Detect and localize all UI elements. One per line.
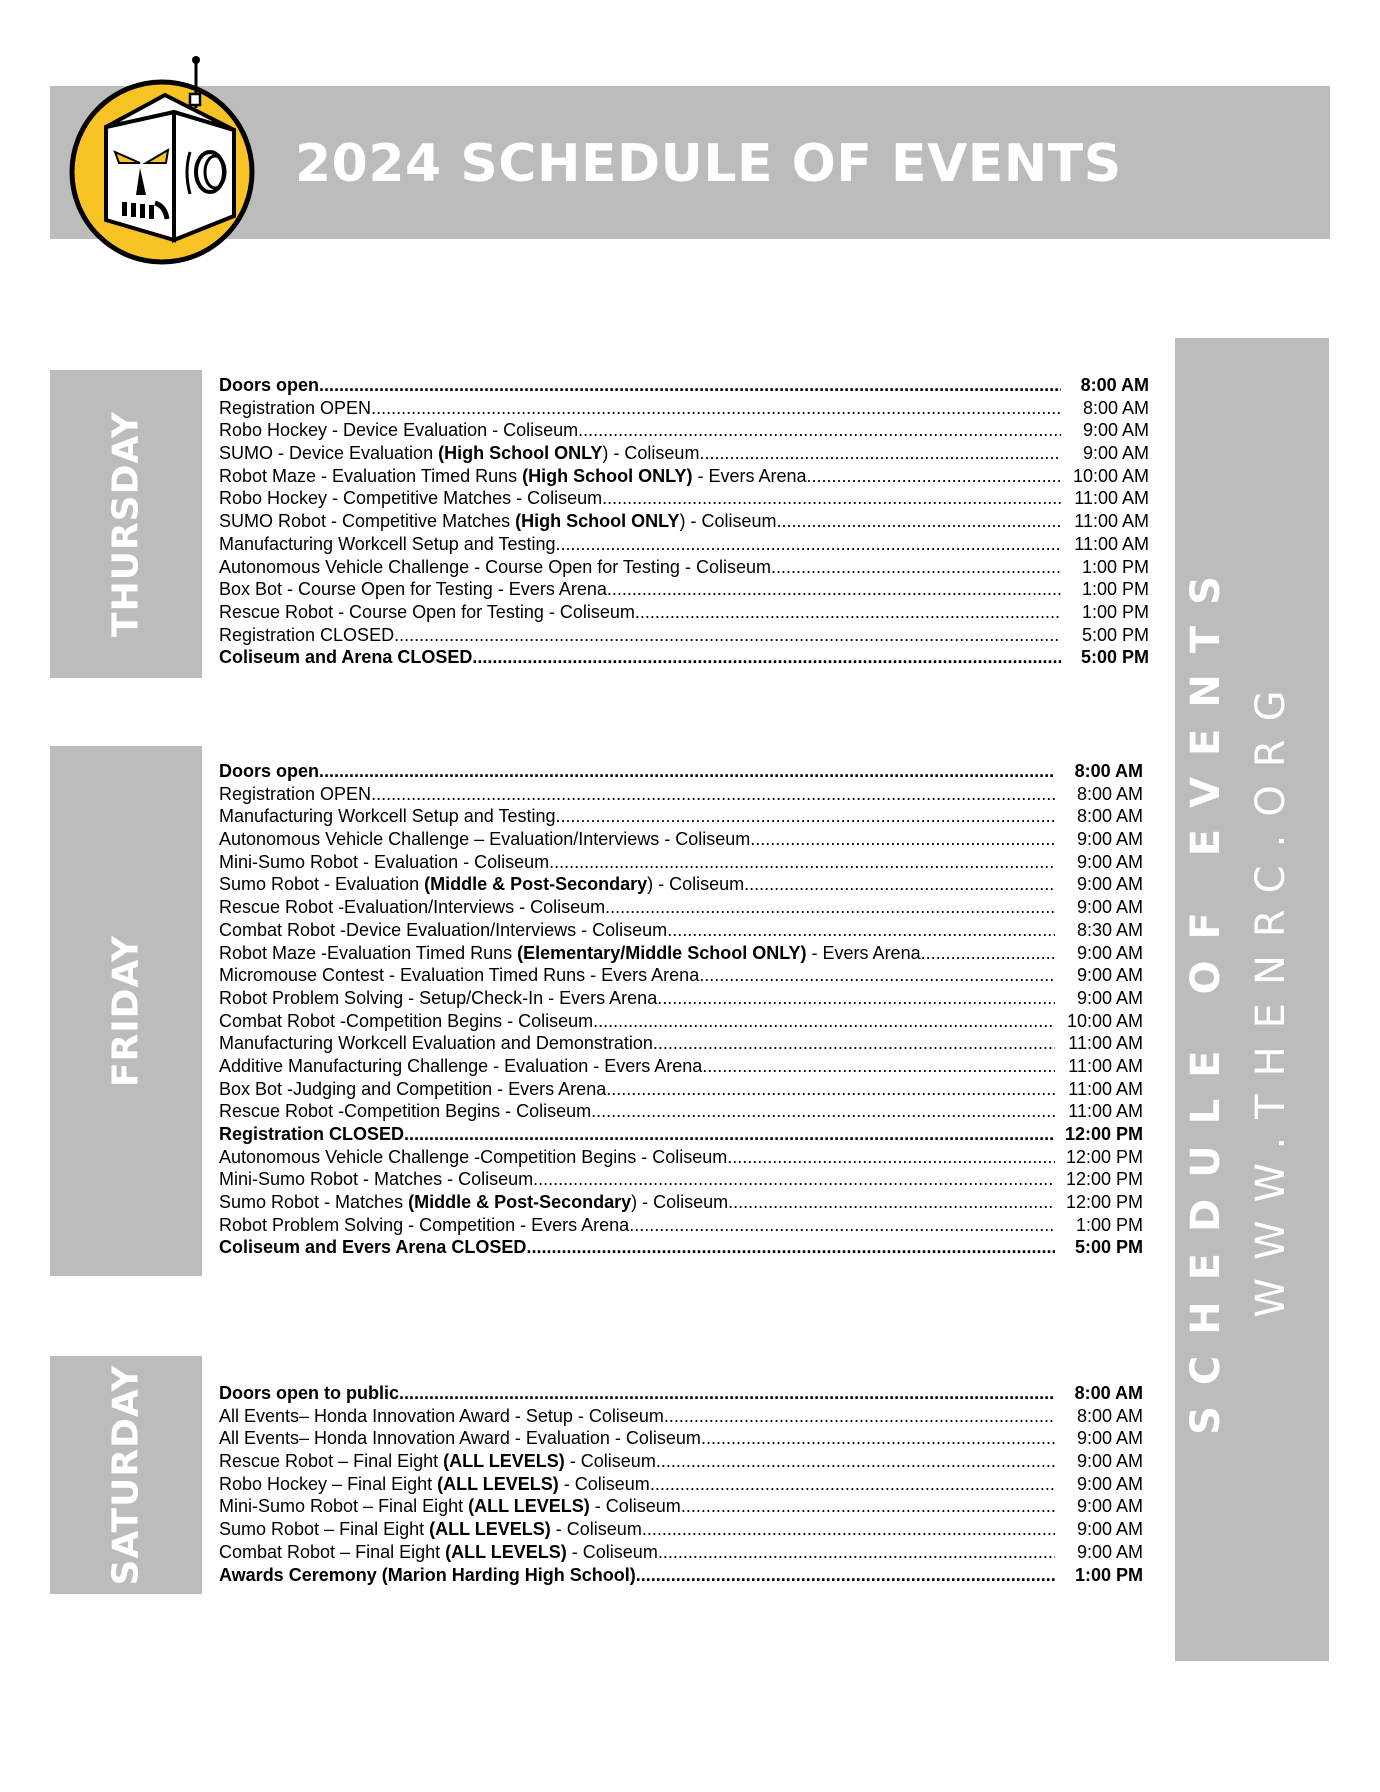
event-row — [219, 1473, 1143, 1496]
dot-leader — [635, 601, 1061, 624]
dot-leader — [650, 1473, 1055, 1496]
dot-leader — [593, 1010, 1055, 1033]
event-name: Registration CLOSED — [219, 1124, 405, 1144]
event-row — [219, 442, 1149, 465]
event-row — [219, 397, 1149, 420]
dot-leader — [602, 487, 1061, 510]
event-name: Registration CLOSED — [219, 624, 395, 645]
event-row — [219, 419, 1149, 442]
event-time: 1:00 PM — [1081, 601, 1149, 622]
event-row — [219, 624, 1149, 647]
dot-leader — [658, 1541, 1055, 1564]
event-row — [219, 646, 1149, 669]
dot-leader — [549, 851, 1055, 874]
event-row — [219, 1055, 1143, 1078]
event-row — [219, 1450, 1143, 1473]
event-time: 11:00 AM — [1068, 1033, 1143, 1054]
event-time: 9:00 AM — [1076, 1519, 1143, 1540]
event-row — [219, 942, 1143, 965]
day-label: THURSDAY — [105, 411, 147, 637]
event-row — [219, 578, 1149, 601]
event-name: Combat Robot -Device Evaluation/Interviews - Coliseum — [219, 919, 668, 940]
event-time: 9:00 AM — [1076, 897, 1143, 918]
event-time: 8:00 AM — [1076, 1405, 1143, 1426]
event-time: 10:00 AM — [1072, 465, 1149, 486]
event-name: Coliseum and Evers Arena CLOSED — [219, 1237, 527, 1258]
dot-leader — [472, 646, 1061, 669]
event-time: 9:00 AM — [1076, 965, 1143, 986]
event-name: SUMO Robot - Competitive Matches (High School ONLY) - Coliseum — [219, 511, 777, 532]
event-time: 9:00 AM — [1076, 1451, 1143, 1472]
event-row — [219, 601, 1149, 624]
event-name: Autonomous Vehicle Challenge – Evaluation/Interviews - Coliseum — [219, 829, 751, 850]
event-row — [219, 1518, 1143, 1541]
dot-leader — [701, 1427, 1055, 1450]
event-name: Rescue Robot – Final Eight (ALL LEVELS) - Coliseum — [219, 1451, 656, 1472]
day-tab-saturday — [50, 1356, 202, 1594]
dot-leader — [607, 578, 1061, 601]
event-name: Rescue Robot -Evaluation/Interviews - Coliseum — [219, 897, 606, 918]
event-list-saturday — [219, 1382, 1143, 1586]
dot-leader — [556, 533, 1061, 556]
event-time: 1:00 PM — [1081, 579, 1149, 600]
event-row — [219, 1100, 1143, 1123]
event-row — [219, 465, 1149, 488]
event-time: 9:00 AM — [1076, 1541, 1143, 1562]
event-time: 5:00 PM — [1080, 647, 1149, 668]
side-url: WWW.THENRC.ORG — [1248, 672, 1294, 1318]
event-name: Micromouse Contest - Evaluation Timed Runs - Evers Arena — [219, 965, 700, 986]
event-time: 11:00 AM — [1074, 533, 1149, 554]
event-row — [219, 1032, 1143, 1055]
dot-leader — [921, 942, 1055, 965]
event-time: 9:00 AM — [1076, 1473, 1143, 1494]
dot-leader — [728, 1191, 1055, 1214]
event-name: Mini-Sumo Robot - Matches - Coliseum — [219, 1169, 534, 1190]
event-name: Box Bot - Course Open for Testing - Evers Arena — [219, 579, 607, 600]
dot-leader — [404, 1123, 1055, 1146]
event-time: 9:00 AM — [1076, 942, 1143, 963]
event-time: 9:00 AM — [1076, 1428, 1143, 1449]
event-row — [219, 533, 1149, 556]
dot-leader — [744, 873, 1055, 896]
dot-leader — [750, 828, 1055, 851]
event-time: 11:00 AM — [1074, 511, 1149, 532]
event-row — [219, 1146, 1143, 1169]
event-row — [219, 1427, 1143, 1450]
event-time: 11:00 AM — [1068, 1055, 1143, 1076]
event-list-friday — [219, 760, 1143, 1259]
event-row — [219, 919, 1143, 942]
event-row — [219, 1010, 1143, 1033]
event-name: Robo Hockey - Competitive Matches - Coliseum — [219, 488, 603, 509]
event-row — [219, 805, 1143, 828]
robot-logo-icon — [62, 50, 262, 265]
event-name: Coliseum and Arena CLOSED — [219, 647, 473, 668]
event-name: Additive Manufacturing Challenge - Evaluation - Evers Arena — [219, 1055, 703, 1076]
event-row — [219, 1214, 1143, 1237]
side-title: SCHEDULE OF EVENTS — [1183, 555, 1229, 1435]
event-row — [219, 851, 1143, 874]
event-name: Rescue Robot - Course Open for Testing - Coliseum — [219, 601, 635, 622]
event-row — [219, 1191, 1143, 1214]
dot-leader — [394, 624, 1061, 647]
event-name: All Events– Honda Innovation Award - Evaluation - Coliseum — [219, 1428, 701, 1449]
event-time: 1:00 PM — [1081, 556, 1149, 577]
dot-leader — [664, 1405, 1055, 1428]
event-name: Combat Robot – Final Eight (ALL LEVELS) - Coliseum — [219, 1541, 658, 1562]
dot-leader — [727, 1146, 1055, 1169]
event-name: Combat Robot -Competition Begins - Coliseum — [219, 1010, 594, 1031]
event-list-thursday — [219, 374, 1149, 669]
event-time: 9:00 AM — [1076, 1496, 1143, 1517]
dot-leader — [699, 442, 1061, 465]
dot-leader — [699, 964, 1055, 987]
event-time: 8:00 AM — [1076, 783, 1143, 804]
event-name: Manufacturing Workcell Setup and Testing — [219, 533, 556, 554]
dot-leader — [657, 987, 1055, 1010]
event-row — [219, 1382, 1143, 1405]
page-title: 2024 SCHEDULE OF EVENTS — [295, 134, 1122, 194]
dot-leader — [556, 805, 1055, 828]
event-name: SUMO - Device Evaluation (High School ONLY) - Coliseum — [219, 443, 700, 464]
dot-leader — [606, 1078, 1055, 1101]
event-time: 12:00 PM — [1065, 1146, 1143, 1167]
event-row — [219, 828, 1143, 851]
event-time: 8:30 AM — [1076, 919, 1143, 940]
event-time: 9:00 AM — [1076, 874, 1143, 895]
event-row — [219, 783, 1143, 806]
event-time: 11:00 AM — [1074, 488, 1149, 509]
dot-leader — [656, 1450, 1055, 1473]
event-name: Robot Maze - Evaluation Timed Runs (High School ONLY) - Evers Arena — [219, 465, 807, 486]
event-time: 8:00 AM — [1074, 761, 1143, 781]
event-name: Robot Problem Solving - Competition - Evers Arena — [219, 1214, 630, 1235]
dot-leader — [642, 1518, 1055, 1541]
day-label: FRIDAY — [105, 934, 147, 1088]
event-time: 8:00 AM — [1080, 375, 1149, 395]
dot-leader — [807, 465, 1061, 488]
event-name: All Events– Honda Innovation Award - Setup - Coliseum — [219, 1405, 664, 1426]
event-row — [219, 873, 1143, 896]
event-row — [219, 1236, 1143, 1259]
event-time: 9:00 AM — [1076, 851, 1143, 872]
event-name: Registration OPEN — [219, 783, 372, 804]
event-name: Mini-Sumo Robot - Evaluation - Coliseum — [219, 851, 550, 872]
event-time: 1:00 PM — [1074, 1564, 1143, 1585]
event-name: Sumo Robot - Evaluation (Middle & Post-Secondary) - Coliseum — [219, 874, 745, 895]
dot-leader — [636, 1564, 1055, 1587]
event-name: Manufacturing Workcell Evaluation and Demonstration — [219, 1033, 653, 1054]
event-name: Doors open to public — [219, 1383, 399, 1403]
event-name: Rescue Robot -Competition Begins - Coliseum — [219, 1101, 592, 1122]
dot-leader — [319, 374, 1061, 397]
event-time: 11:00 AM — [1068, 1101, 1143, 1122]
dot-leader — [399, 1382, 1055, 1405]
dot-leader — [605, 896, 1055, 919]
event-time: 9:00 AM — [1082, 443, 1149, 464]
event-time: 11:00 AM — [1068, 1078, 1143, 1099]
event-time: 12:00 PM — [1065, 1169, 1143, 1190]
event-time: 5:00 PM — [1074, 1237, 1143, 1258]
event-row — [219, 1541, 1143, 1564]
event-name: Doors open — [219, 761, 320, 781]
event-row — [219, 510, 1149, 533]
event-name: Registration OPEN — [219, 397, 372, 418]
event-name: Sumo Robot – Final Eight (ALL LEVELS) - Coliseum — [219, 1519, 642, 1540]
event-row — [219, 1405, 1143, 1428]
event-row — [219, 487, 1149, 510]
dot-leader — [526, 1236, 1055, 1259]
day-label: SATURDAY — [105, 1364, 147, 1586]
event-name: Robot Maze -Evaluation Timed Runs (Elementary/Middle School ONLY) - Evers Arena — [219, 942, 921, 963]
dot-leader — [653, 1032, 1055, 1055]
event-time: 9:00 AM — [1076, 829, 1143, 850]
dot-leader — [667, 919, 1055, 942]
day-tab-friday — [50, 746, 202, 1276]
dot-leader — [578, 419, 1061, 442]
event-row — [219, 1123, 1143, 1146]
event-name: Robo Hockey - Device Evaluation - Coliseum — [219, 420, 579, 441]
event-name: Mini-Sumo Robot – Final Eight (ALL LEVELS) - Coliseum — [219, 1496, 681, 1517]
dot-leader — [771, 556, 1061, 579]
event-row — [219, 760, 1143, 783]
dot-leader — [681, 1495, 1055, 1518]
event-row — [219, 1564, 1143, 1587]
event-time: 9:00 AM — [1082, 420, 1149, 441]
day-tab-thursday — [50, 370, 202, 678]
event-row — [219, 896, 1143, 919]
event-row — [219, 987, 1143, 1010]
dot-leader — [371, 397, 1061, 420]
event-row — [219, 1078, 1143, 1101]
event-time: 12:00 PM — [1065, 1192, 1143, 1213]
event-time: 12:00 PM — [1064, 1124, 1143, 1144]
event-name: Box Bot -Judging and Competition - Evers Arena — [219, 1078, 607, 1099]
dot-leader — [629, 1214, 1055, 1237]
event-time: 1:00 PM — [1075, 1214, 1143, 1235]
event-time: 5:00 PM — [1081, 624, 1149, 645]
event-row — [219, 1168, 1143, 1191]
event-name: Doors open — [219, 375, 320, 395]
dot-leader — [319, 760, 1055, 783]
event-name: Sumo Robot - Matches (Middle & Post-Secondary) - Coliseum — [219, 1192, 729, 1213]
dot-leader — [702, 1055, 1055, 1078]
dot-leader — [371, 783, 1055, 806]
event-time: 9:00 AM — [1076, 987, 1143, 1008]
event-name: Manufacturing Workcell Setup and Testing — [219, 806, 556, 827]
event-row — [219, 556, 1149, 579]
event-time: 8:00 AM — [1074, 1383, 1143, 1403]
event-name: Robo Hockey – Final Eight (ALL LEVELS) - Coliseum — [219, 1473, 650, 1494]
event-name: Awards Ceremony (Marion Harding High School) — [219, 1564, 636, 1585]
event-row — [219, 964, 1143, 987]
event-row — [219, 1495, 1143, 1518]
event-name: Autonomous Vehicle Challenge - Course Open for Testing - Coliseum — [219, 556, 771, 577]
event-time: 10:00 AM — [1066, 1010, 1143, 1031]
dot-leader — [591, 1100, 1055, 1123]
event-name: Autonomous Vehicle Challenge -Competition Begins - Coliseum — [219, 1146, 728, 1167]
event-row — [219, 374, 1149, 397]
dot-leader — [533, 1168, 1055, 1191]
event-time: 8:00 AM — [1076, 806, 1143, 827]
event-time: 8:00 AM — [1082, 397, 1149, 418]
event-name: Robot Problem Solving - Setup/Check-In - Evers Arena — [219, 987, 658, 1008]
dot-leader — [776, 510, 1061, 533]
